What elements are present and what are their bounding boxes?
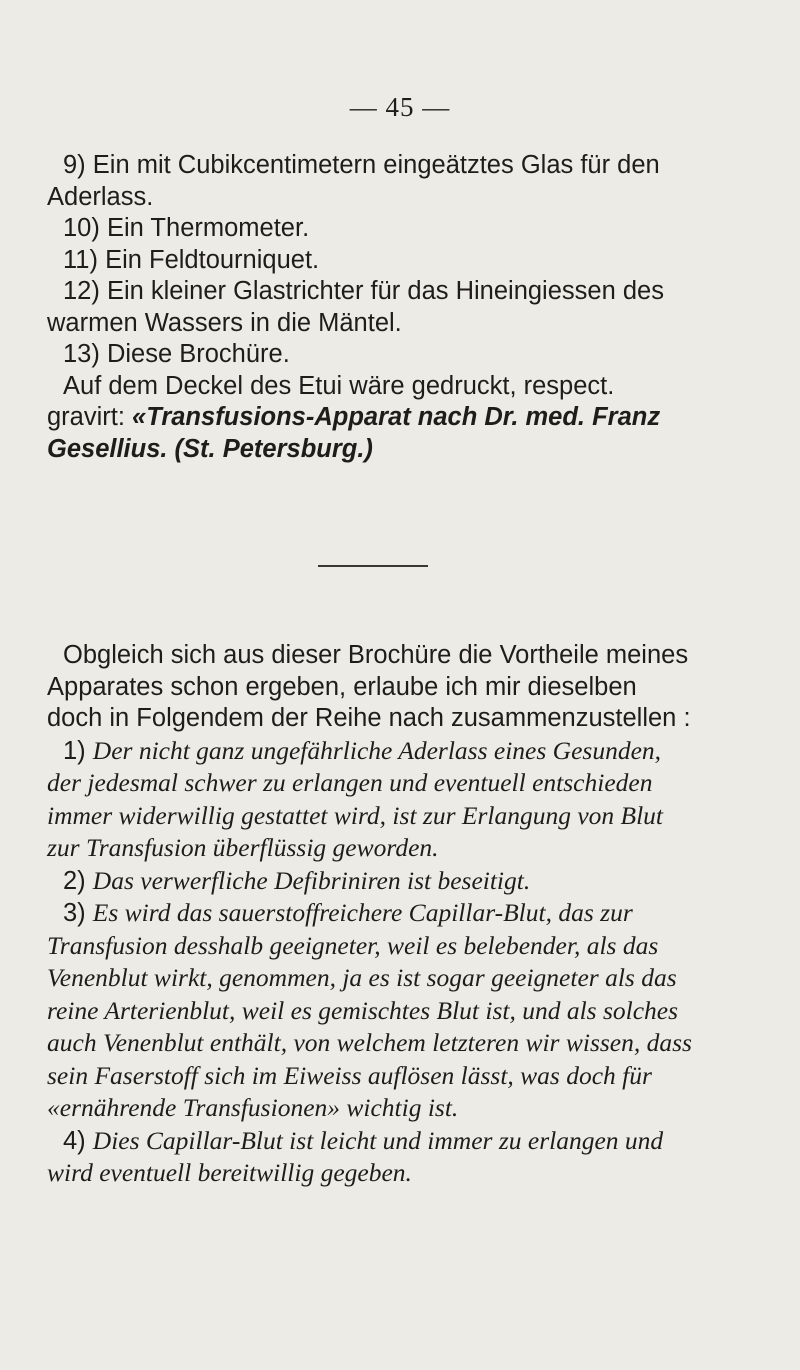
- advantage-number: 2): [63, 866, 86, 895]
- list-item-9: [47, 150, 687, 213]
- list-item-text: Ein Thermometer.: [106, 214, 310, 242]
- advantage-text: Es wird das sauerstoffreichere Capillar-Blut, das zur Transfusion desshalb geeigneter, weil es belebender, als das Venenblut wirkt, genommen, ja es ist sogar geeigneter als das reine Arterienblut, weil es gemischtes Blut ist, und als solches auch Venenblut enthält, von welchem letzteren wir wissen, dass sein Faserstoff sich im Eiweiss auflösen lässt, was doch für «ernährende Transfusionen» wichtig ist.: [47, 898, 692, 1122]
- equipment-list: [47, 150, 687, 465]
- list-item-number: 10): [63, 214, 100, 242]
- list-item-10: [47, 213, 687, 245]
- advantage-text: Dies Capillar-Blut ist leicht und immer zu erlangen und wird eventuell bereitwillig gegeben.: [47, 1125, 664, 1187]
- advantage-3: [47, 897, 697, 1125]
- cover-inscription: «Transfusions-Apparat nach Dr. med. Franz Gesellius. (St. Petersburg.): [47, 403, 661, 463]
- advantage-number: 1): [63, 736, 86, 765]
- advantages-section: [47, 640, 697, 1190]
- list-item-number: 9): [63, 151, 86, 179]
- list-item-text: Diese Brochüre.: [106, 340, 290, 368]
- list-item-text: Ein Feldtourniquet.: [105, 245, 320, 274]
- cover-note: [47, 371, 687, 466]
- list-item-number: 12): [63, 277, 100, 305]
- section-intro: Obgleich sich aus dieser Brochüre die Vortheile meines Apparates schon ergeben, erlaube ich mir dieselben doch in Folgendem der Reihe nach zusammenzustellen :: [47, 641, 691, 732]
- list-item-text: Ein kleiner Glastrichter für das Hineingiessen des warmen Wassers in die Mäntel.: [47, 277, 664, 337]
- section-divider: [318, 565, 428, 567]
- list-item-13: [47, 339, 687, 371]
- list-item-number: 13): [63, 340, 100, 368]
- list-item-12: [47, 276, 687, 339]
- list-item-11: [47, 245, 687, 277]
- advantage-number: 3): [63, 899, 86, 927]
- advantage-2: [47, 865, 697, 898]
- advantage-4: [47, 1125, 697, 1190]
- list-item-text: Ein mit Cubikcentimetern eingeätztes Glas für den Aderlass.: [47, 151, 660, 211]
- page-number: — 45 —: [349, 92, 451, 122]
- advantage-text: Das verwerfliche Defibriniren ist beseitigt.: [92, 865, 531, 895]
- advantage-number: 4): [63, 1126, 86, 1155]
- advantage-text: Der nicht ganz ungefährliche Aderlass eines Gesunden, der jedesmal schwer zu erlangen und eventuell entschieden immer widerwillig gestattet wird, ist zur Erlangung von Blut zur Transfusion überflüssig geworden.: [47, 735, 664, 862]
- advantage-1: [47, 735, 697, 865]
- list-item-number: 11): [63, 245, 98, 274]
- cover-note-intro: Auf dem Deckel des Etui wäre gedruckt, respect. gravirt:: [47, 371, 615, 431]
